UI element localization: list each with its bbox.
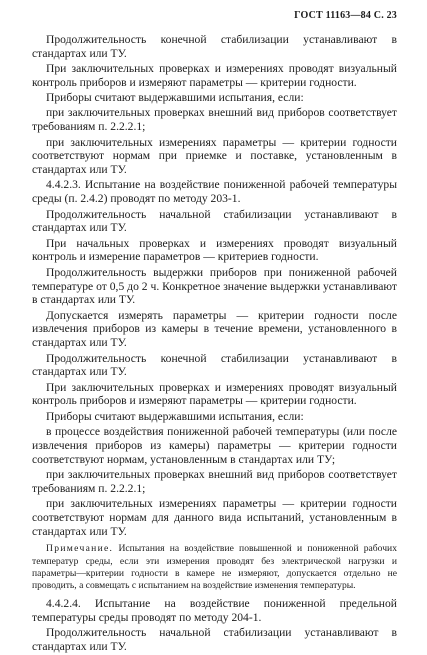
paragraph: Допускается измерять параметры — критерии годности после извлечения приборов из камеры в течение времени, установленного в стандартах или ТУ. — [32, 308, 397, 350]
paragraph: Продолжительность конечной стабилизации устанавливают в стандартах или ТУ. — [32, 351, 397, 379]
note-text: Испытания на воздействие повышенной и пониженной рабочих температур среды, если эти измерения проводят без электрической нагрузки и параметры—критерии годности в камере не измеряют, допускается отдельно не проводить, а совмещать с испытанием на воздействие изменения температуры. — [32, 543, 397, 591]
paragraph: Продолжительность начальной стабилизации устанавливают в стандартах или ТУ. — [32, 626, 397, 654]
paragraph: Приборы считают выдержавшими испытания, если: — [46, 409, 304, 423]
paragraph: при заключительных измерениях параметры — критерии годности соответствуют нормам для данного вида испытаний, установленным в стандартах или ТУ. — [32, 497, 397, 538]
paragraph: При заключительных проверках и измерениях проводят визуальный контроль приборов и измеряют параметры — критерии годности. — [32, 62, 397, 89]
document-body — [32, 33, 397, 655]
paragraph: Продолжительность выдержки приборов при пониженной рабочей температуре от 0,5 до 2 ч. Конкретное значение выдержки устанавливают в стандартах или ТУ. — [32, 265, 397, 307]
note-paragraph — [32, 543, 397, 592]
page-header: ГОСТ 11163—84 С. 23 — [294, 10, 397, 21]
paragraph: При заключительных проверках и измерениях проводят визуальный контроль приборов и измеряют параметры — критерии годности. — [32, 380, 397, 408]
paragraph: при заключительных проверках внешний вид приборов соответствует требованиям п. 2.2.2.1; — [32, 106, 397, 134]
paragraph: При начальных проверках и измерениях проводят визуальный контроль и измерение параметров — критериев годности. — [32, 236, 397, 264]
paragraph: при заключительных измерениях параметры — критерии годности соответствуют нормам при приемке и поставке, установленным в стандартах или ТУ. — [32, 135, 397, 177]
paragraph: Продолжительность конечной стабилизации устанавливают в стандартах или ТУ. — [32, 33, 397, 60]
paragraph: Приборы считают выдержавшими испытания, если: — [46, 91, 304, 105]
paragraph: в процессе воздействия пониженной рабочей температуры (или после извлечения приборов из камеры) параметры — критерии годности соответствуют нормам, установленным в стандартах или ТУ; — [32, 425, 397, 466]
section-heading-paragraph: 4.4.2.4. Испытание на воздействие пониженной предельной температуры среды проводят по методу 204-1. — [32, 597, 397, 624]
note-label: Примечание. — [46, 543, 114, 555]
paragraph: при заключительных проверках внешний вид приборов соответствует требованиям п. 2.2.2.1; — [32, 467, 397, 495]
paragraph: Продолжительность начальной стабилизации устанавливают в стандартах или ТУ. — [32, 207, 397, 235]
section-heading-paragraph: 4.4.2.3. Испытание на воздействие пониженной рабочей температуры среды (п. 2.4.2) проводят по методу 203-1. — [32, 178, 397, 206]
